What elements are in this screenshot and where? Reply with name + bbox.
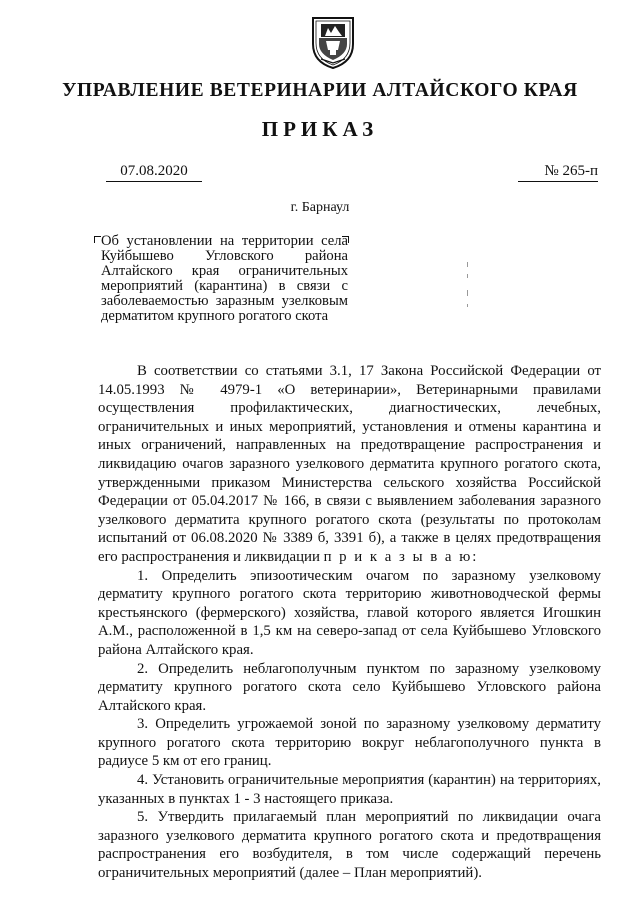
altai-krai-coat-of-arms-icon	[310, 14, 356, 70]
preamble-text: В соответствии со статьями 3.1, 17 Закона Российской Федерации от 14.05.1993 № 4979-1 «О ветеринарии», Ветеринарными правилами осуществления профилактических, диагностических, лечебных, ограничительных и иных мероприятий, установления и отмены карантина и иных ограничений, направленных на предотвращение распространения и ликвидацию очагов заразного узелкового дерматита крупного рогатого скота, утвержденными приказом Министерства сельского хозяйства Российской Федерации от 05.04.2017 № 166, в связи с выявлением заболевания заразного узелкового дерматита крупного рогатого скота (результаты по протоколам испытаний от 06.08.2020 № 3389 б, 3391 б), а также в целях предотвращения его распространения и ликвидации	[98, 363, 601, 565]
order-subject: Об установлении на территории села Куйбышево Угловского района Алтайского края ограничительных мероприятий (карантина) в связи с заболеваемостью заразным узелковым дерматитом крупного рогатого скота	[101, 233, 348, 324]
scan-mark	[467, 274, 468, 278]
scan-mark	[467, 262, 468, 267]
order-word: п р и к а з ы в а ю:	[323, 548, 479, 565]
order-item-3: 3. Определить угрожаемой зоной по заразному узелковому дерматиту крупного рогатого скота территорию вокруг неблагополучного пункта в радиусе 5 км от его границ.	[98, 716, 601, 770]
document-type-title: ПРИКАЗ	[261, 117, 379, 141]
organization-name: УПРАВЛЕНИЕ ВЕТЕРИНАРИИ АЛТАЙСКОГО КРАЯ	[62, 80, 578, 101]
scan-mark	[467, 290, 468, 296]
order-item-4: 4. Установить ограничительные мероприятия (карантин) на территориях, указанных в пунктах 1 - 3 настоящего приказа.	[98, 772, 601, 807]
scan-mark	[467, 304, 468, 307]
order-number: № 265-п	[518, 163, 598, 182]
order-item-5: 5. Утвердить прилагаемый план мероприятий по ликвидации очага заразного узелкового дерматита крупного рогатого скота и предотвращения распространения его возбудителя, в том числе содержащий перечень ограничительных мероприятий (далее – План мероприятий).	[98, 809, 601, 882]
order-item-1: 1. Определить эпизоотическим очагом по заразному узелковому дерматиту крупного рогатого скота территорию животноводческой фермы крестьянского (фермерского) хозяйства, главой которого является Игошкин А.М., расположенной в 1,5 км на северо-запад от села Куйбышево Угловского района Алтайского края.	[98, 567, 601, 658]
order-date: 07.08.2020	[106, 163, 202, 182]
preamble-paragraph	[98, 362, 601, 567]
subject-bracket-left	[94, 236, 101, 243]
order-body	[98, 362, 601, 883]
issue-city: г. Барнаул	[290, 200, 350, 215]
order-item-2: 2. Определить неблагополучным пунктом по заразному узелковому дерматиту крупного рогатого скота село Куйбышево Угловского района Алтайского края.	[98, 660, 601, 714]
